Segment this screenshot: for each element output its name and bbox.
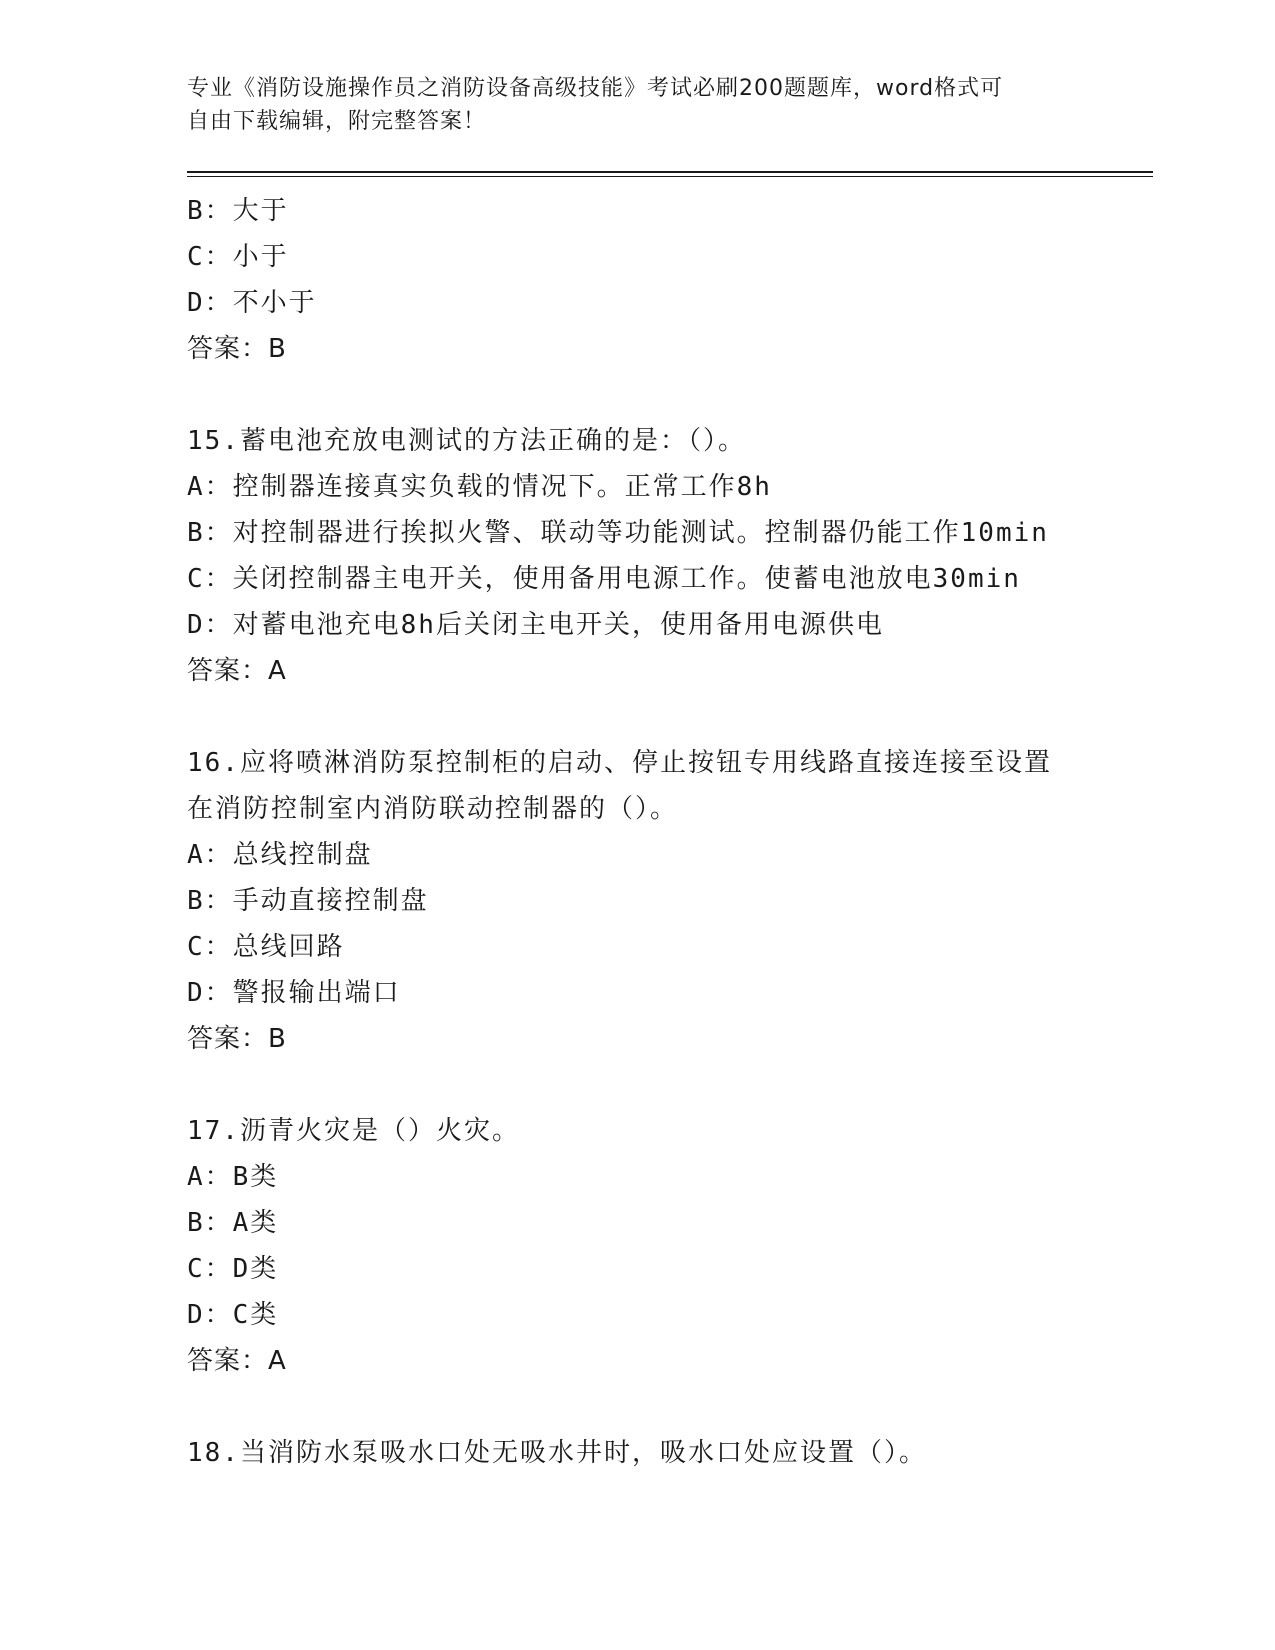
answer-line: 答案：A — [187, 1346, 287, 1376]
question-stem: 18.当消防水泵吸水口处无吸水井时，吸水口处应设置（）。 — [187, 1438, 927, 1468]
question-block-17 — [187, 1108, 1087, 1384]
question-block-14 — [187, 188, 1087, 372]
spacer — [187, 694, 1087, 740]
header-line-1: 专业《消防设施操作员之消防设备高级技能》考试必刷200题题库，word格式可 — [187, 76, 1004, 101]
option-c: C：总线回路 — [187, 932, 345, 962]
option-c: C：关闭控制器主电开关，使用备用电源工作。使蓄电池放电30min — [187, 564, 1021, 594]
question-block-18 — [187, 1430, 1087, 1476]
option-a: A：控制器连接真实负载的情况下。正常工作8h — [187, 472, 772, 502]
question-stem: 16.应将喷淋消防泵控制柜的启动、停止按钮专用线路直接连接至设置 — [187, 748, 1052, 778]
header-rule-thin — [187, 176, 1153, 177]
option-b: B：手动直接控制盘 — [187, 886, 429, 916]
question-stem-continued: 在消防控制室内消防联动控制器的（）。 — [187, 794, 679, 824]
spacer — [187, 1062, 1087, 1108]
question-block-15 — [187, 418, 1087, 694]
option-c: C：D类 — [187, 1254, 279, 1284]
answer-line: 答案：B — [187, 1024, 287, 1054]
option-d: D：对蓄电池充电8h后关闭主电开关，使用备用电源供电 — [187, 610, 884, 640]
option-a: A：B类 — [187, 1162, 279, 1192]
answer-line: 答案：A — [187, 656, 287, 686]
spacer — [187, 1384, 1087, 1430]
question-block-16 — [187, 740, 1087, 1062]
spacer — [187, 372, 1087, 418]
option-b: B：A类 — [187, 1208, 279, 1238]
header-rule-thick — [187, 171, 1153, 173]
option-a: A：总线控制盘 — [187, 840, 373, 870]
question-stem: 15.蓄电池充放电测试的方法正确的是：（）。 — [187, 426, 746, 456]
question-stem: 17.沥青火灾是（）火灾。 — [187, 1116, 520, 1146]
option-d: D：不小于 — [187, 288, 317, 318]
option-d: D：警报输出端口 — [187, 978, 401, 1008]
answer-line: 答案：B — [187, 334, 287, 364]
header-line-2: 自由下载编辑，附完整答案！ — [187, 109, 487, 134]
option-c: C：小于 — [187, 242, 289, 272]
option-b: B：大于 — [187, 196, 289, 226]
option-b: B：对控制器进行挨拟火警、联动等功能测试。控制器仍能工作10min — [187, 518, 1049, 548]
question-list — [187, 188, 1087, 1476]
document-header — [187, 72, 1087, 138]
option-d: D：C类 — [187, 1300, 279, 1330]
